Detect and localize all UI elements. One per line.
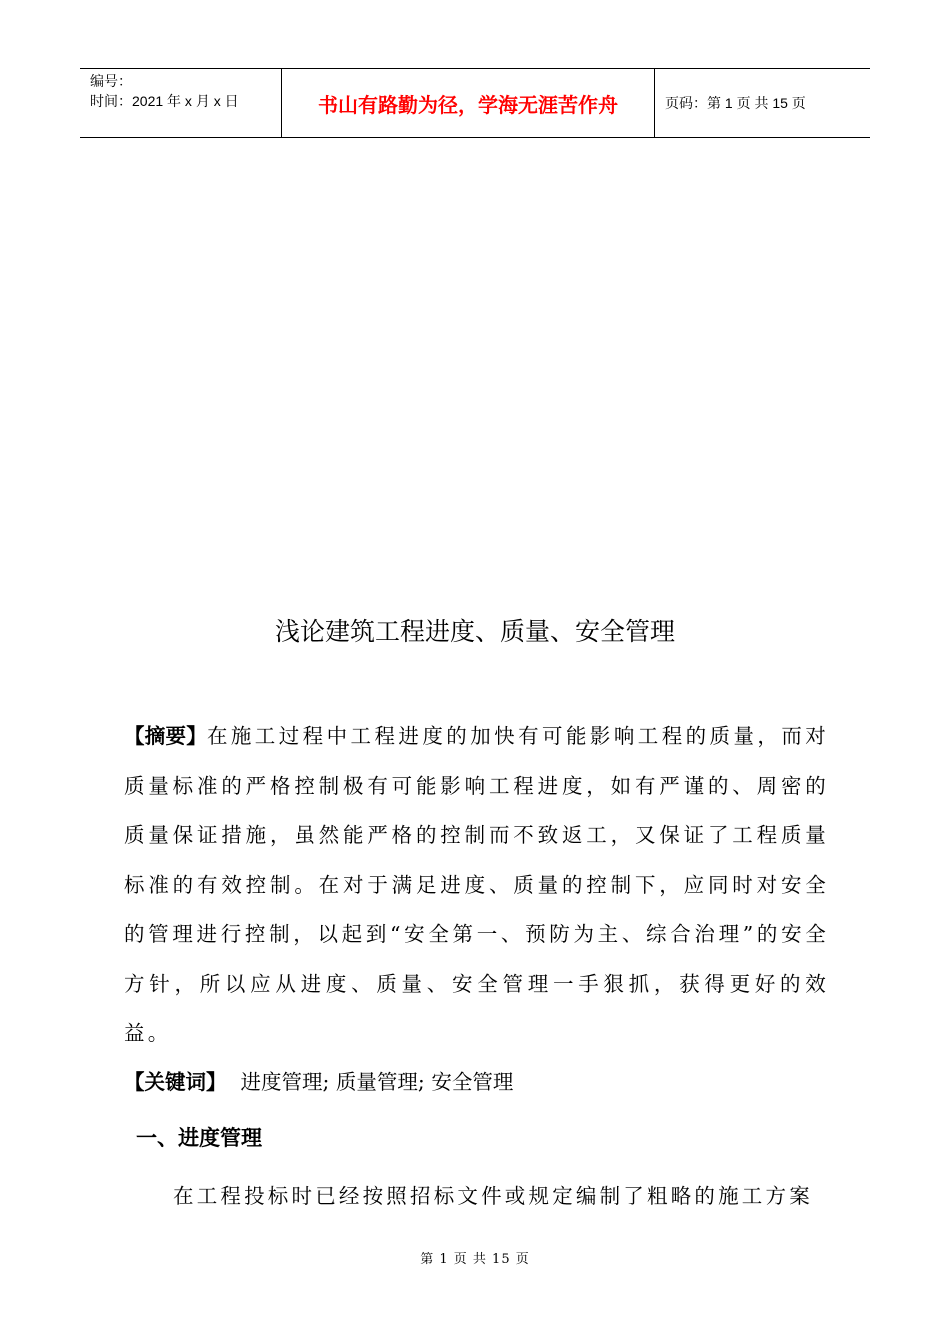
section-paragraph: 在工程投标时已经按照招标文件或规定编制了粗略的施工方案 xyxy=(173,1184,813,1208)
document-title: 浅论建筑工程进度、质量、安全管理 xyxy=(274,617,675,646)
abstract-paragraph xyxy=(124,712,829,1059)
header-page-cell xyxy=(655,69,870,137)
document-header-table xyxy=(80,68,870,138)
date-label: 时间：2021 年 x 月 x 日 xyxy=(90,93,239,109)
keywords-tag: 【关键词】 xyxy=(124,1070,227,1094)
page-footer: 第 1 页 共 15 页 xyxy=(420,1252,530,1267)
section-heading: 一、进度管理 xyxy=(136,1126,262,1150)
abstract-text: 在施工过程中工程进度的加快有可能影响工程的质量，而对质量标准的严格控制极有可能影响工程进度，如有严谨的、周密的质量保证措施，虽然能严格的控制而不致返工，又保证了工程质量标准的有效控制。在对于满足进度、质量的控制下，应同时对安全的管理进行控制，以起到“安全第一、预防为主、综合治理”的安全方针，所以应从进度、质量、安全管理一手狠抓，获得更好的效益。 xyxy=(124,724,829,1045)
abstract-tag: 【摘要】 xyxy=(124,724,207,748)
keywords-line xyxy=(124,1058,829,1107)
header-motto: 书山有路勤为径，学海无涯苦作舟 xyxy=(318,92,618,117)
header-motto-cell xyxy=(282,69,655,137)
header-page-number: 页码：第 1 页 共 15 页 xyxy=(665,95,806,111)
serial-number-label: 编号： xyxy=(90,73,132,89)
keywords-text: 进度管理; 质量管理; 安全管理 xyxy=(240,1070,514,1094)
header-meta-cell xyxy=(80,69,282,137)
